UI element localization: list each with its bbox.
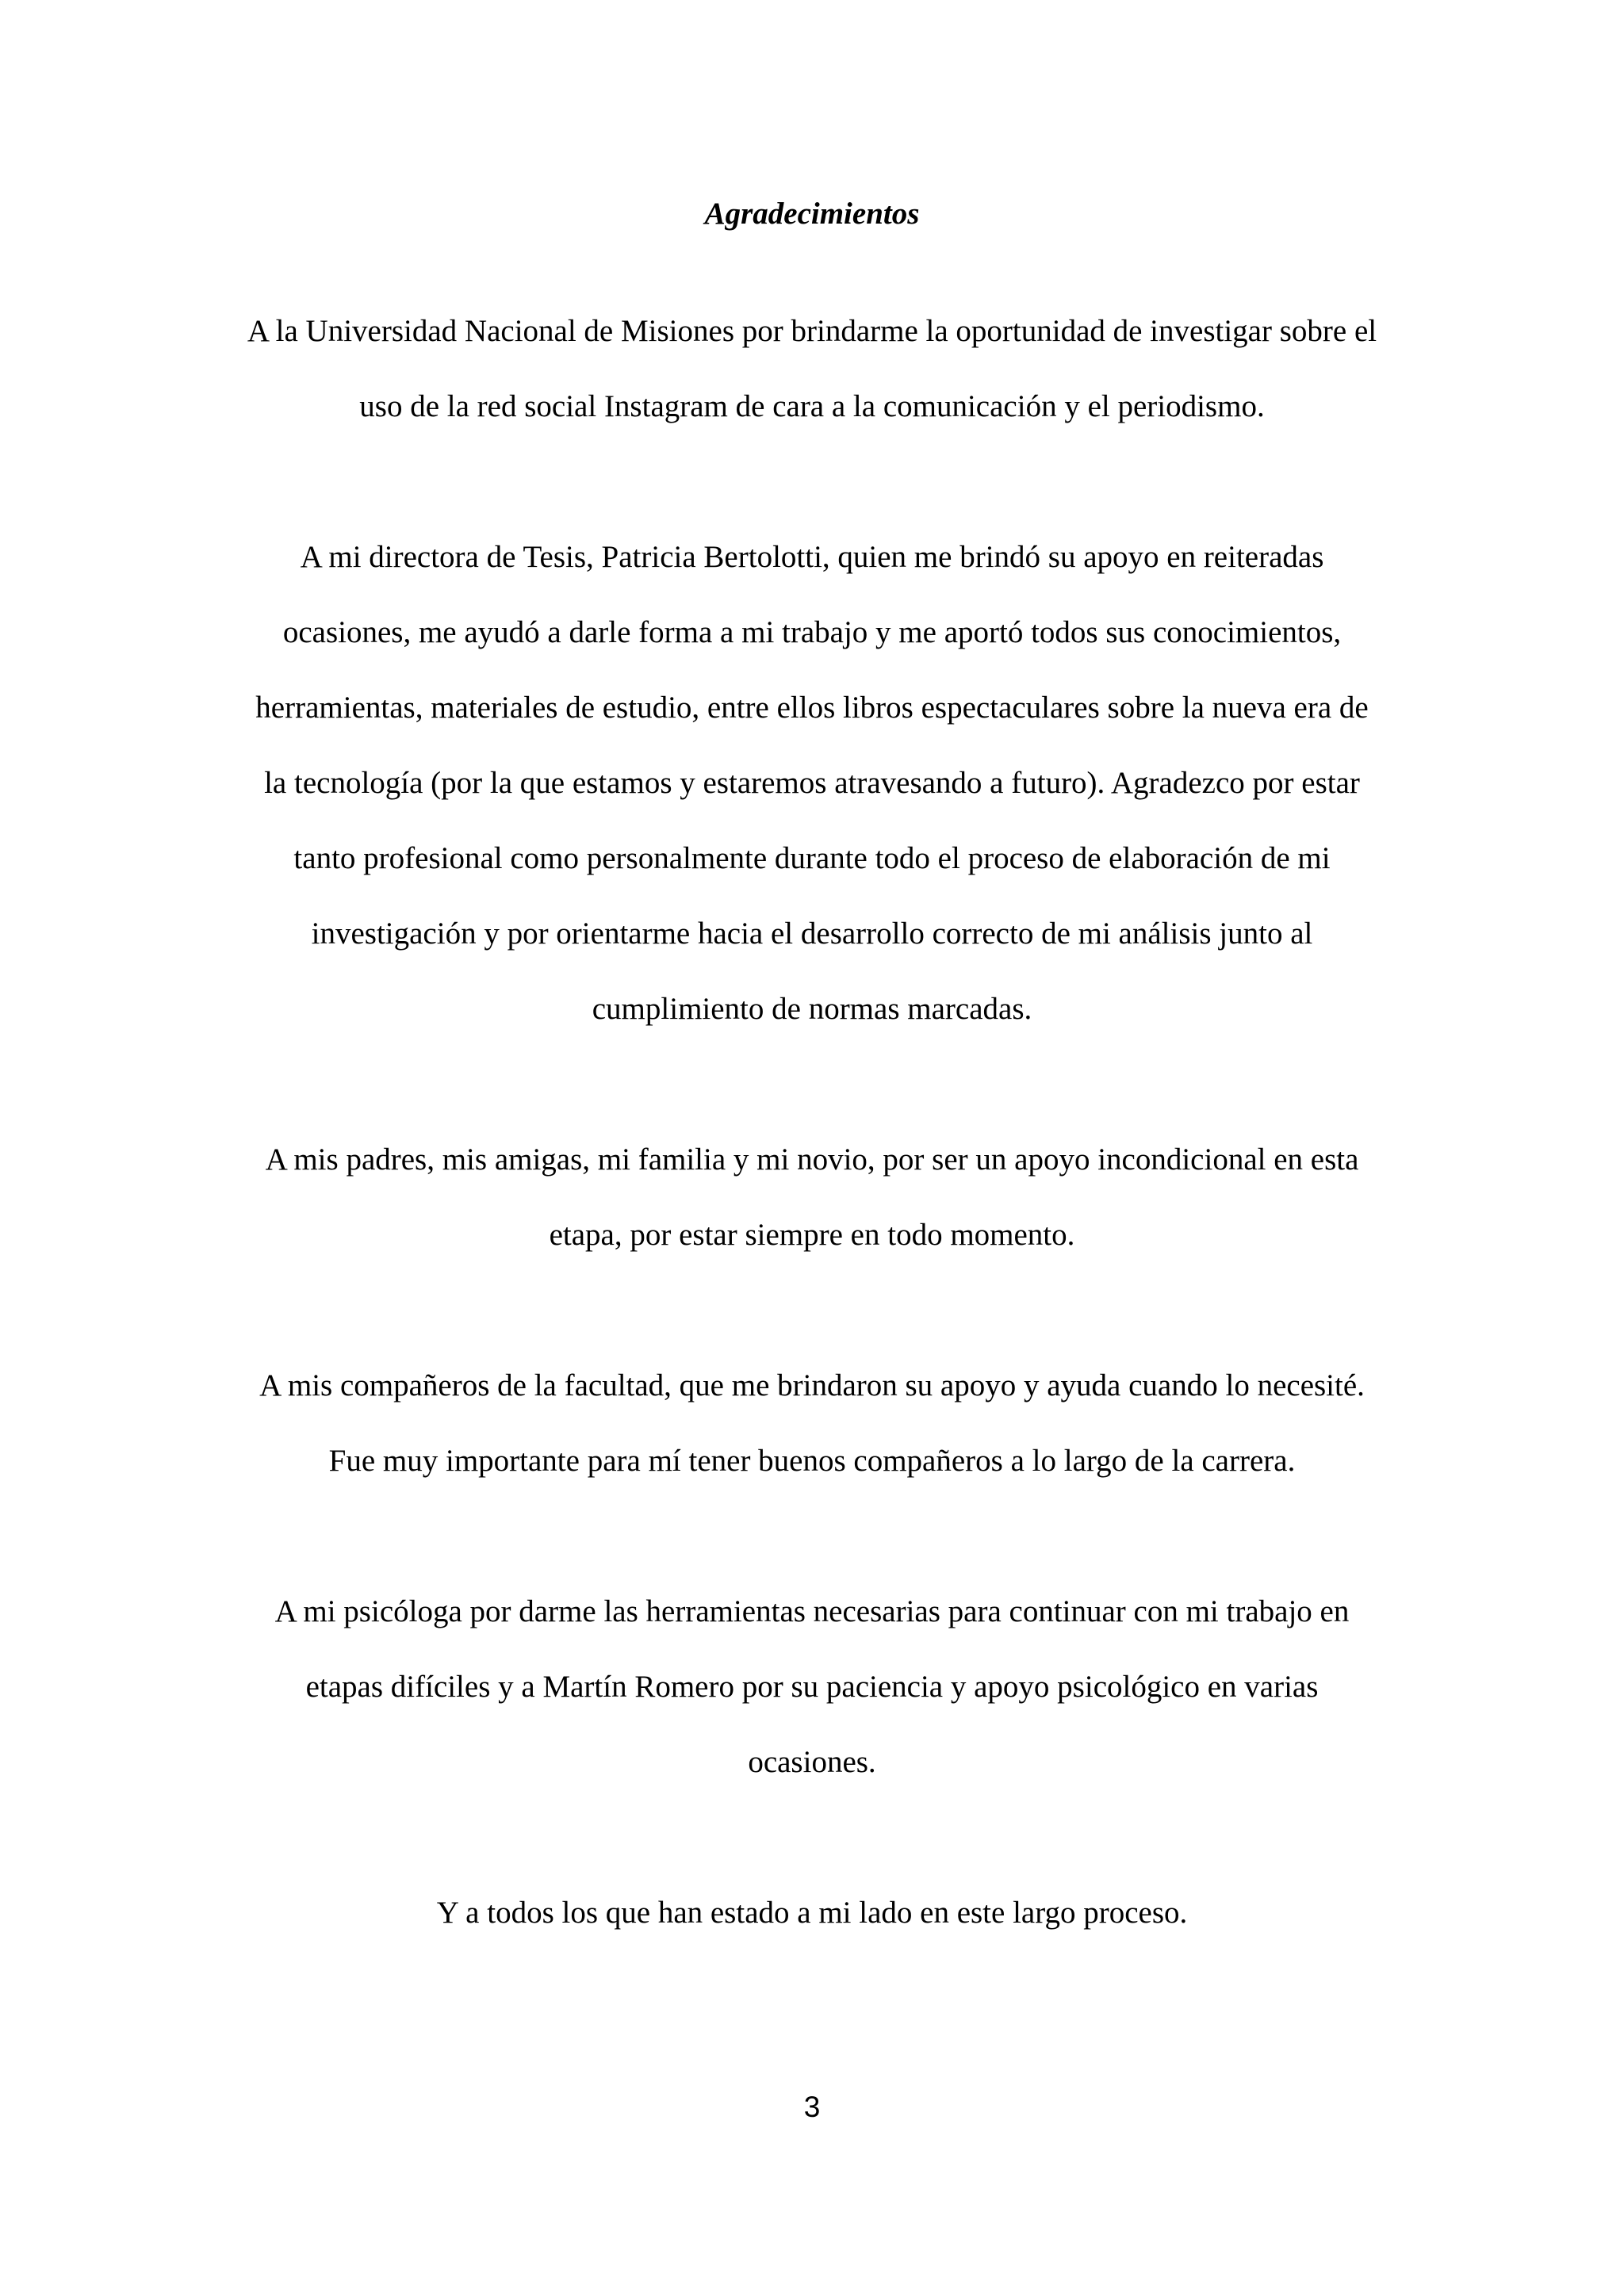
paragraph-classmates <box>198 1348 1426 1498</box>
paragraph-line: herramientas, materiales de estudio, entre ellos libros espectaculares sobre la nueva era de <box>255 691 1369 725</box>
paragraph-line: A mis padres, mis amigas, mi familia y mi novio, por ser un apoyo incondicional en esta <box>265 1142 1359 1177</box>
paragraph-family <box>198 1122 1426 1272</box>
paragraph-line: A la Universidad Nacional de Misiones por brindarme la oportunidad de investigar sobre el <box>247 314 1377 348</box>
paragraph-closing <box>198 1875 1426 1950</box>
paragraph-line: uso de la red social Instagram de cara a la comunicación y el periodismo. <box>359 389 1265 423</box>
paragraph-line: investigación y por orientarme hacia el desarrollo correcto de mi análisis junto al <box>311 916 1313 951</box>
page-title: Agradecimientos <box>704 197 920 231</box>
paragraph-line: la tecnología (por la que estamos y estaremos atravesando a futuro). Agradezco por estar <box>264 766 1360 800</box>
paragraph-line: ocasiones, me ayudó a darle forma a mi trabajo y me aportó todos sus conocimientos, <box>282 615 1342 649</box>
paragraph-director <box>198 519 1426 1047</box>
paragraph-line: A mis compañeros de la facultad, que me brindaron su apoyo y ayuda cuando lo necesité. <box>259 1368 1365 1402</box>
paragraph-line: etapa, por estar siempre en todo momento. <box>549 1218 1075 1252</box>
paragraph-line: tanto profesional como personalmente durante todo el proceso de elaboración de mi <box>293 841 1331 875</box>
paragraph-psychologist <box>198 1574 1426 1800</box>
paragraph-line: ocasiones. <box>748 1745 876 1779</box>
paragraph-line: etapas difíciles y a Martín Romero por su paciencia y apoyo psicológico en varias <box>305 1670 1319 1704</box>
paragraph-line: Fue muy importante para mí tener buenos compañeros a lo largo de la carrera. <box>328 1444 1296 1478</box>
paragraph-line: A mi psicóloga por darme las herramientas necesarias para continuar con mi trabajo en <box>274 1594 1350 1628</box>
paragraph-line: Y a todos los que han estado a mi lado en este largo proceso. <box>436 1896 1188 1930</box>
page-number: 3 <box>803 2091 821 2123</box>
paragraph-university <box>198 293 1426 444</box>
paragraph-line: A mi directora de Tesis, Patricia Bertolotti, quien me brindó su apoyo en reiteradas <box>300 540 1324 574</box>
paragraph-line: cumplimiento de normas marcadas. <box>592 992 1032 1026</box>
